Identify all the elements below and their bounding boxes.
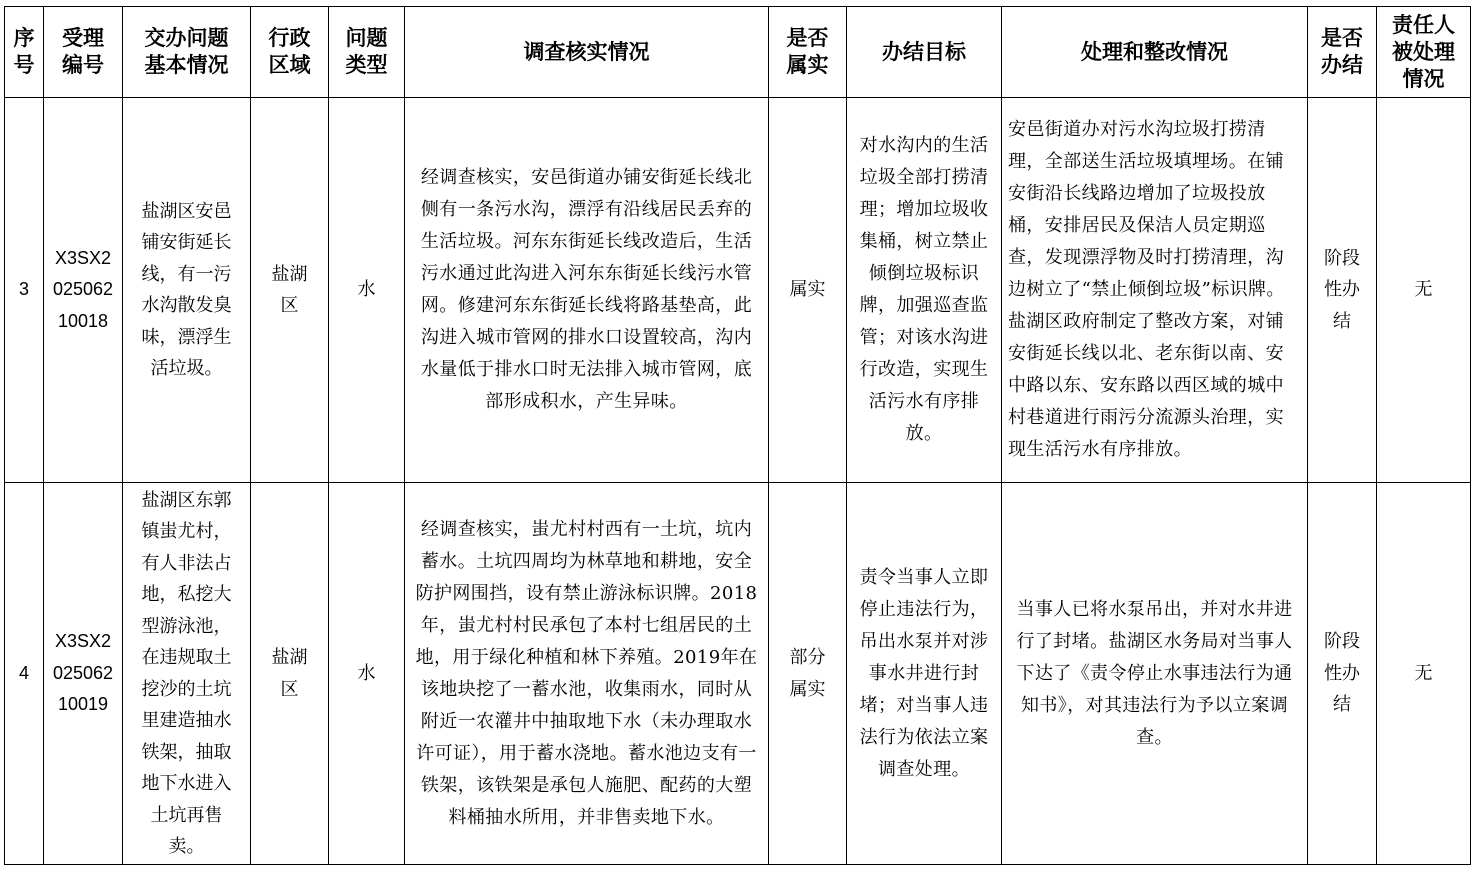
header-handling: 处理和整改情况 xyxy=(1002,7,1308,98)
inspection-table xyxy=(4,6,1471,865)
header-verified: 是否属实 xyxy=(769,7,847,98)
cell-region xyxy=(251,483,329,865)
report-sheet xyxy=(4,6,1471,865)
header-region: 行政区域 xyxy=(251,7,329,98)
cell-issue xyxy=(123,98,251,483)
header-seq: 序号 xyxy=(5,7,44,98)
investigation-text: 经调查核实，蚩尤村村西有一土坑，坑内蓄水。土坑四周均为林草地和耕地，安全防护网围挡，设有禁止游泳标识牌。2018年，蚩尤村村民承包了本村七组居民的土地，用于绿化种植和林下养殖。2019年在该地块挖了一蓄水池，收集雨水，同时从附近一农灌井中抽取地下水（未办理取水许可证），用于蓄水浇地。蓄水池边支有一铁架，该铁架是承包人施肥、配药的大塑料桶抽水所用，并非售卖地下水。 xyxy=(415,518,758,828)
header-row xyxy=(5,7,1471,98)
header-responsible: 责任人被处理情况 xyxy=(1377,7,1471,98)
cell-issue xyxy=(123,483,251,865)
table-row xyxy=(5,98,1471,483)
header-code: 受理编号 xyxy=(44,7,123,98)
cell-investigation xyxy=(405,483,769,865)
cell-seq: 4 xyxy=(5,483,44,865)
code-text: X3SX202506210018 xyxy=(52,247,114,331)
cell-code xyxy=(44,483,123,865)
cell-verified: 属实 xyxy=(769,98,847,483)
cell-goal xyxy=(847,98,1002,483)
cell-closed xyxy=(1308,98,1377,483)
cell-responsible: 无 xyxy=(1377,98,1471,483)
cell-investigation xyxy=(405,98,769,483)
closed-text: 阶段性办结 xyxy=(1324,247,1360,332)
closed-text: 阶段性办结 xyxy=(1324,631,1360,716)
code-text: X3SX202506210019 xyxy=(52,631,114,715)
region-text: 盐湖区 xyxy=(271,263,308,316)
header-investigation: 调查核实情况 xyxy=(405,7,769,98)
issue-text: 盐湖区东郭镇蚩尤村，有人非法占地，私挖大型游泳池，在违规取土挖沙的土坑里建造抽水铁架，抽取地下水进入土坑再售卖。 xyxy=(141,489,232,857)
investigation-text: 经调查核实，安邑街道办铺安街延长线北侧有一条污水沟，漂浮有沿线居民丢弃的生活垃圾。河东东街延长线改造后，生活污水通过此沟进入河东东街延长线污水管网。修建河东东街延长线将路基垫高，此沟进入城市管网的排水口设置较高，沟内水量低于排水口时无法排入城市管网，底部形成积水，产生异味。 xyxy=(420,167,753,412)
cell-type: 水 xyxy=(329,98,405,483)
cell-verified xyxy=(769,483,847,865)
cell-closed xyxy=(1308,483,1377,865)
verified-text: 部分属实 xyxy=(789,647,826,700)
cell-seq: 3 xyxy=(5,98,44,483)
table-row xyxy=(5,483,1471,865)
cell-handling xyxy=(1002,98,1308,483)
cell-handling xyxy=(1002,483,1308,865)
header-closed: 是否办结 xyxy=(1308,7,1377,98)
header-type: 问题类型 xyxy=(329,7,405,98)
header-goal: 办结目标 xyxy=(847,7,1002,98)
issue-text: 盐湖区安邑铺安街延长线，有一污水沟散发臭味，漂浮生活垃圾。 xyxy=(141,200,232,379)
cell-region xyxy=(251,98,329,483)
cell-responsible: 无 xyxy=(1377,483,1471,865)
cell-goal xyxy=(847,483,1002,865)
handling-text: 安邑街道办对污水沟垃圾打捞清理，全部送生活垃圾填埋场。在铺安街沿长线路边增加了垃圾投放桶，安排居民及保洁人员定期巡查，发现漂浮物及时打捞清理，沟边树立了“禁止倾倒垃圾”标识牌。盐湖区政府制定了整改方案，对铺安街延长线以北、老东街以南、安中路以东、安东路以西区域的城中村巷道进行雨污分流源头治理，实现生活污水有序排放。 xyxy=(1008,119,1285,460)
cell-type: 水 xyxy=(329,483,405,865)
cell-code xyxy=(44,98,123,483)
region-text: 盐湖区 xyxy=(271,647,308,700)
header-issue: 交办问题基本情况 xyxy=(123,7,251,98)
goal-text: 责令当事人立即停止违法行为，吊出水泵并对涉事水井进行封堵；对当事人违法行为依法立案调查处理。 xyxy=(859,566,989,780)
handling-text: 当事人已将水泵吊出，并对水井进行了封堵。盐湖区水务局对当事人下达了《责令停止水事违法行为通知书》，对其违法行为予以立案调查。 xyxy=(1016,598,1293,748)
goal-text: 对水沟内的生活垃圾全部打捞清理；增加垃圾收集桶，树立禁止倾倒垃圾标识牌，加强巡查监管；对该水沟进行改造，实现生活污水有序排放。 xyxy=(859,135,989,444)
